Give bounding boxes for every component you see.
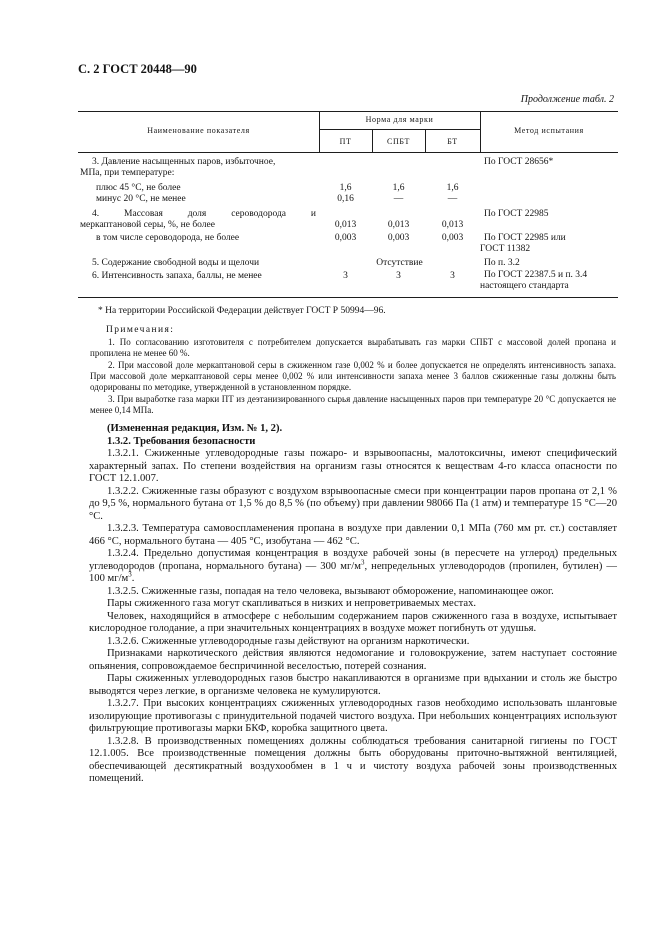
table-cell-pt: 1,6 — [339, 183, 352, 193]
col-header-bt: БТ — [447, 137, 458, 146]
amendment-note: (Измененная редакция, Изм. № 1, 2). — [107, 423, 283, 434]
col-header-pt: ПТ — [339, 137, 352, 146]
table-cell-pt: 3 — [343, 271, 348, 281]
table-cell-bt: — — [447, 194, 458, 204]
paragraph: Пары сжиженного газа могут скапливаться в низких и непроветриваемых местах. — [107, 598, 477, 609]
paragraph: Признаками наркотического действия являются недомогание и головокружение, затем наступает состояние опьянения, сопровождаемое беспричинной веселостью, потерей сознания. — [89, 648, 617, 672]
note-2 — [90, 360, 616, 394]
col-header-method: Метод испытания — [514, 126, 584, 135]
col-header-spbt: СПБТ — [387, 137, 410, 146]
table-row-label: 4. Массовая доля сероводорода и — [92, 209, 316, 219]
paragraph: 1.3.2.8. В производственных помещениях должны соблюдаться требования санитарной гигиены по ГОСТ 12.1.005. Все производственные помещения должны быть оборудованы приточно-вытяжной вентиляцией, обеспечивающей десятикратный воздухообмен в 1 ч и чистоту воздуха рабочей зоны производственных помещений. — [89, 735, 617, 784]
table-cell-norm-merged: Отсутствие — [376, 258, 423, 268]
table-row-label: меркаптановой серы, %, не более — [80, 220, 215, 230]
paragraph: 1.3.2.3. Температура самовоспламенения пропана в воздухе при давлении 0,1 МПа (760 мм рт. ст.) составляет 466 °С, нормального бутана — 405 °С, изобутана — 462 °С. — [89, 523, 617, 547]
paragraph — [89, 548, 617, 586]
table-cell-bt: 0,003 — [441, 233, 464, 243]
table-cell-method: По ГОСТ 28656* — [484, 157, 554, 167]
table-cell-method: По ГОСТ 22985 или — [484, 233, 566, 243]
norm-header-rule — [319, 129, 480, 130]
table-bottom-rule — [78, 297, 618, 298]
paragraph-fragment: 1.3.2.4. Предельно допустимая концентрация в воздухе рабочей зоны (в пересчете на углерод) предельных углеводородов (пропана, нормального бутана) — 300 мг/м — [89, 548, 617, 572]
table-cell-spbt: 1,6 — [392, 183, 405, 193]
notes-title: Примечания: — [106, 325, 175, 335]
body-text — [89, 423, 617, 786]
superscript: 3 — [128, 570, 132, 579]
table-top-rule — [78, 111, 618, 112]
table-cell-pt: 0,003 — [334, 233, 357, 243]
paragraph-fragment: . — [131, 573, 135, 584]
col-header-norm: Норма для марки — [365, 115, 434, 124]
paragraph: Пары сжиженных углеводородных газов быстро накапливаются в организме при вдыхании и столь же быстро выводятся через легкие, в организме человека не кумулируются. — [89, 673, 617, 697]
col-header-indicator: Наименование показателя — [147, 126, 250, 135]
paragraph: 1.3.2.2. Сжиженные газы образуют с воздухом взрывоопасные смеси при концентрации паров пропана от 2,1 % до 9,5 %, нормального бутана от 1,5 % до 8,5 % (по объему) при давлении 98066 Па (1 атм) и температуре 15 °С—20 °С. — [89, 485, 617, 522]
page-header: С. 2 ГОСТ 20448—90 — [78, 62, 197, 76]
table-row-label: 6. Интенсивность запаха, баллы, не менее — [92, 271, 262, 281]
table-cell-method: настоящего стандарта — [480, 281, 569, 291]
table-row-label: в том числе сероводорода, не более — [96, 233, 240, 243]
table-cell-spbt: 0,003 — [387, 233, 410, 243]
table-cell-bt: 0,013 — [441, 220, 464, 230]
table-row-label: МПа, при температуре: — [80, 168, 175, 178]
superscript: 3 — [360, 557, 365, 566]
paragraph: Человек, находящийся в атмосфере с небольшим содержанием паров сжиженного газа в воздухе, испытывает кислородное голодание, а при значительных концентрациях в воздухе может погибнуть от удушья. — [89, 610, 617, 634]
note-text: 1. По согласованию изготовителя с потребителем допускается вырабатывать газ марки СПБТ с массовой долей пропана и пропилена не менее 60 %. — [90, 337, 616, 359]
paragraph: 1.3.2.7. При высоких концентрациях сжиженных углеводородных газов необходимо использовать шланговые изолирующие противогазы с принудительной подачей чистого воздуха. При небольших концентрациях используют фильтрующие противогазы марки БКФ, коробка защитного цвета. — [89, 698, 617, 734]
section-heading: 1.3.2. Требования безопасности — [107, 435, 256, 447]
paragraph: 1.3.2.5. Сжиженные газы, попадая на тело человека, вызывают обморожение, напоминающее ожог. — [107, 585, 554, 597]
table-cell-bt: 3 — [450, 271, 455, 281]
table-cell-spbt: — — [393, 194, 404, 204]
table-cell-spbt: 3 — [396, 271, 401, 281]
paragraph: 1.3.2.6. Сжиженные углеводородные газы действуют на организм наркотически. — [107, 635, 470, 647]
table-row-label: минус 20 °С, не менее — [96, 194, 186, 204]
note-text: 3. При выработке газа марки ПТ из деэтанизированного сырья давление насыщенных паров при температуре 20 °С допускается не менее 0,14 МПа. — [90, 394, 616, 416]
table-cell-method: ГОСТ 11382 — [480, 244, 531, 254]
table-cell-pt: 0,013 — [334, 220, 357, 230]
table-cell-bt: 1,6 — [446, 183, 459, 193]
note-1 — [90, 337, 616, 359]
table-cell-method: По ГОСТ 22387.5 и п. 3.4 — [484, 270, 588, 280]
note-3 — [90, 394, 616, 416]
table-footnote: * На территории Российской Федерации действует ГОСТ Р 50994—96. — [98, 306, 386, 316]
table-header-rule — [78, 152, 618, 153]
table-cell-pt: 0,16 — [337, 194, 354, 204]
table-cell-spbt: 0,013 — [387, 220, 410, 230]
table-cell-method: По ГОСТ 22985 — [484, 209, 549, 219]
note-text: 2. При массовой доле меркаптановой серы в сжиженном газе 0,002 % и более допускается не определять интенсивность запаха. При массовой доле меркаптановой серы менее 0,002 % или интенсивности запаха менее 3 баллов сжиженные газы должны быть одорированы по методике, утвержденной в установленном порядке. — [90, 360, 616, 393]
table-row-label: 3. Давление насыщенных паров, избыточное, — [92, 157, 276, 167]
paragraph: 1.3.2.1. Сжиженные углеводородные газы пожаро- и взрывоопасны, малотоксичны, имеют специфический характерный запах. По степени воздействия на организм газы относятся к веществам 4-го класса опасности по ГОСТ 12.1.007. — [89, 448, 617, 484]
table-continuation-label: Продолжение табл. 2 — [520, 94, 614, 105]
paragraph-fragment: , непредельных углеводородов (пропилен, бутилен) — 100 мг/м — [89, 560, 617, 584]
table-cell-method: По п. 3.2 — [484, 258, 520, 268]
table-row-label: плюс 45 °С, не более — [96, 183, 181, 193]
table-row-label: 5. Содержание свободной воды и щелочи — [92, 258, 260, 268]
